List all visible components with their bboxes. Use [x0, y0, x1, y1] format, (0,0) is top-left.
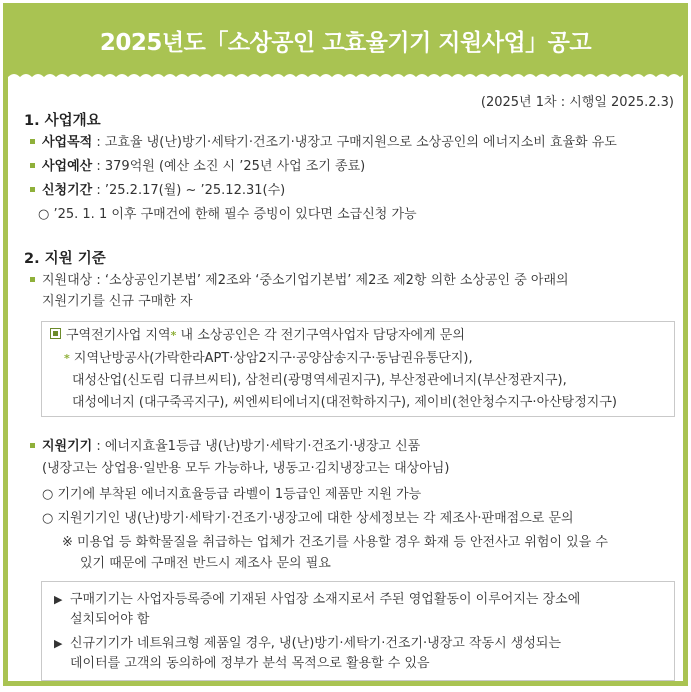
zone-head-label: 구역전기사업 지역: [66, 328, 171, 343]
period-label: 신청기간: [42, 183, 93, 198]
req1-text: 구매기기는 사업자등록증에 기재된 사업장 소재지로서 주된 영업활동이 이루어지는 장소에: [70, 592, 581, 607]
zone-line1: [64, 349, 473, 368]
requirement-box: [41, 581, 675, 681]
device-label: 지원기기: [42, 439, 93, 454]
period-item: [30, 181, 285, 200]
zone-line1-text: 지역난방공사(가락한라APT·상암2지구·공양삼송지구·동남권유통단지),: [69, 351, 473, 366]
title-band: [3, 3, 688, 77]
target-line2: 지원기기를 신규 구매한 자: [42, 294, 193, 309]
req2-line2: 데이터를 고객의 동의하에 정부가 분석 목적으로 활용할 수 있음: [70, 656, 430, 671]
device-note: (냉장고는 상업용·일반용 모두 가능하나, 냉동고·김치냉장고는 대상아님): [42, 461, 450, 476]
zone-line2: 대성산업(신도림 디큐브씨티), 삼천리(광명역세권지구), 부산정관에너지(부산정관지구),: [72, 373, 567, 388]
bullet-square-icon: [30, 443, 35, 448]
section2-heading: 2. 지원 기준: [24, 251, 106, 267]
zone-line3: 대성에너지 (대구죽곡지구), 씨엔씨티에너지(대전학하지구), 제이비(천안청수지구·아산탕정지구): [72, 395, 617, 410]
section1-heading: 1. 사업개요: [24, 113, 101, 129]
notice-title: 2025년도「소상공인 고효율기기 지원사업」공고: [99, 29, 592, 56]
warning-line2: 있기 때문에 구매전 반드시 제조사 문의 필요: [80, 556, 331, 571]
triangle-bullet-icon: ▶: [54, 637, 63, 650]
warning-line1: ※ 미용업 등 화학물질을 취급하는 업체가 건조기를 사용할 경우 화재 등 안전사고 위험이 있을 수: [62, 535, 608, 550]
req1-line1: [54, 590, 580, 609]
purpose-text: : 고효율 냉(난)방기·세탁기·건조기·냉장고 구매지원으로 소상공인의 에너지소비 효율화 유도: [92, 135, 617, 150]
bullet-square-icon: [30, 163, 35, 168]
req2-text: 신규기기가 네트워크형 제품일 경우, 냉(난)방기·세탁기·건조기·냉장고 작동시 생성되는: [70, 636, 561, 651]
announce-date: (2025년 1차 : 시행일 2025.2.3): [480, 95, 674, 110]
period-note: ○ ’25. 1. 1 이후 구매건에 한해 필수 증빙이 있다면 소급신청 가능: [38, 207, 417, 222]
zone-head: [50, 326, 465, 345]
bullet-square-icon: [30, 277, 35, 282]
zone-star: *: [170, 329, 177, 342]
target-item: [30, 271, 569, 290]
square-bullet-icon: [50, 328, 61, 339]
inquiry-note: ○ 지원기기인 냉(난)방기·세탁기·건조기·냉장고에 대한 상세정보는 각 제조사·판매점으로 문의: [42, 511, 574, 526]
notice-body: [8, 77, 683, 681]
period-text: : ’25.2.17(월) ~ ’25.12.31(수): [92, 183, 286, 198]
device-text: : 에너지효율1등급 냉(난)방기·세탁기·건조기·냉장고 신품: [92, 439, 421, 454]
zone-head-rest: 내 소상공인은 각 전기구역사업자 담당자에게 문의: [176, 328, 465, 343]
bullet-square-icon: [30, 139, 35, 144]
bullet-square-icon: [30, 187, 35, 192]
req2-line1: [54, 634, 561, 653]
wave-border: [8, 71, 683, 83]
target-text: 지원대상 : ‘소상공인기본법’ 제2조와 ‘중소기업기본법’ 제2조 제2항 의한 소상공인 중 아래의: [42, 273, 569, 288]
purpose-label: 사업목적: [42, 135, 93, 150]
budget-item: [30, 157, 365, 176]
label-note: ○ 기기에 부착된 에너지효율등급 라벨이 1등급인 제품만 지원 가능: [42, 487, 422, 502]
zone-electric-box: [41, 321, 675, 417]
req1-line2: 설치되어야 함: [70, 612, 150, 627]
triangle-bullet-icon: ▶: [54, 593, 63, 606]
notice-frame: [3, 3, 688, 686]
budget-label: 사업예산: [42, 159, 93, 174]
device-item: [30, 437, 420, 456]
zone-footnote-star: *: [64, 352, 70, 365]
purpose-item: [30, 133, 617, 152]
budget-text: : 379억원 (예산 소진 시 ’25년 사업 조기 종료): [92, 159, 366, 174]
